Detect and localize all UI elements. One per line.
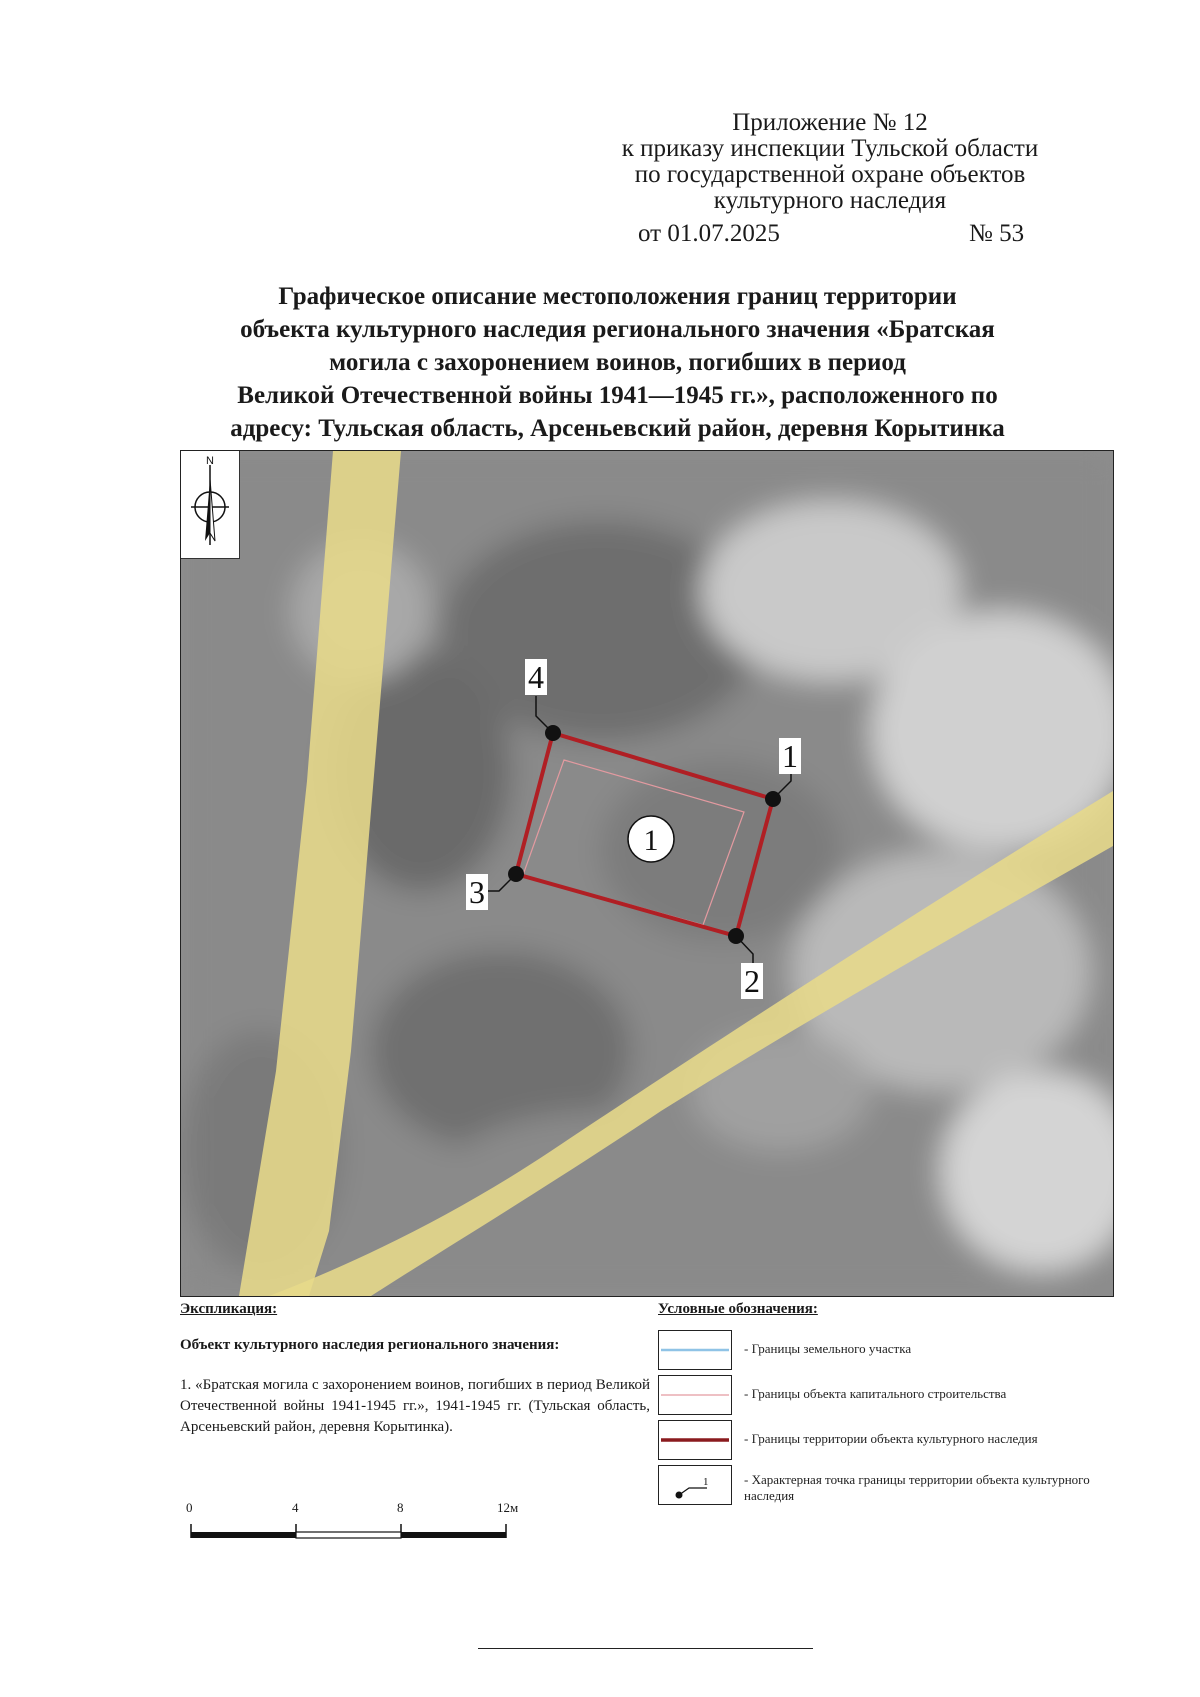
north-arrow	[181, 451, 240, 559]
appendix-line-2: по государственной охране объектов	[634, 161, 1026, 188]
legend-swatch-capital-building	[658, 1375, 732, 1415]
object-number-label: 1	[643, 824, 659, 857]
boundary-point-3	[508, 866, 524, 882]
title-line-1: Графическое описание местоположения границ территории	[278, 283, 957, 310]
order-number: № 53	[969, 220, 1025, 247]
order-date: от 01.07.2025	[638, 220, 780, 247]
scale-bar	[186, 1500, 530, 1560]
north-arrow-icon	[181, 451, 239, 558]
scale-bar-graphic	[190, 1516, 530, 1556]
scale-tick-12: 12м	[497, 1500, 519, 1515]
site-map-svg	[181, 451, 1113, 1296]
boundary-point-4	[545, 725, 561, 741]
footer-line	[478, 1648, 813, 1649]
legend-label-boundary-point: - Характерная точка границы территории объекта культурного наследия	[744, 1472, 1090, 1503]
legend-label-capital-building: - Границы объекта капитального строительства	[744, 1386, 1007, 1401]
svg-text:N: N	[206, 455, 214, 467]
appendix-line-1: к приказу инспекции Тульской области	[621, 135, 1039, 162]
title-line-2: объекта культурного наследия регионального значения «Братская	[240, 316, 995, 343]
appendix-line-3: культурного наследия	[713, 187, 947, 214]
point-label-3: 3	[469, 874, 485, 910]
boundary-point-2	[728, 928, 744, 944]
scale-tick-4: 4	[292, 1500, 299, 1515]
document-title	[150, 280, 1085, 445]
title-line-4: Великой Отечественной войны 1941—1945 гг.», расположенного по	[237, 382, 998, 409]
explication-subtitle: Объект культурного наследия регионального значения:	[180, 1337, 560, 1353]
explication-body: 1. «Братская могила с захоронением воинов, погибших в период Великой Отечественной войны 1941-1945 гг.», 1941-1945 гг. (Тульская область, Арсеньевский район, деревня Корытинка).	[180, 1377, 650, 1435]
appendix-header	[560, 110, 1100, 214]
title-line-3: могила с захоронением воинов, погибших в период	[329, 349, 906, 376]
legend-label-heritage-boundary: - Границы территории объекта культурного наследия	[744, 1431, 1038, 1446]
boundary-point-1	[765, 791, 781, 807]
explication-title: Экспликация:	[180, 1301, 278, 1317]
point-label-4: 4	[528, 659, 544, 695]
point-label-1: 1	[782, 738, 798, 774]
title-line-5: адресу: Тульская область, Арсеньевский район, деревня Корытинка	[230, 415, 1005, 442]
legend-label-land-plot: - Границы земельного участка	[744, 1341, 912, 1356]
appendix-number: Приложение № 12	[732, 109, 928, 136]
scale-tick-8: 8	[397, 1500, 404, 1515]
legend-swatch-heritage-boundary	[658, 1420, 732, 1460]
legend-point-number: 1	[703, 1476, 709, 1488]
site-map	[180, 450, 1114, 1297]
point-label-2: 2	[744, 963, 760, 999]
legend-title: Условные обозначения:	[658, 1301, 818, 1317]
legend-swatch-land-plot	[658, 1330, 732, 1370]
scale-tick-0: 0	[186, 1500, 193, 1515]
legend-swatch-boundary-point	[658, 1465, 732, 1505]
